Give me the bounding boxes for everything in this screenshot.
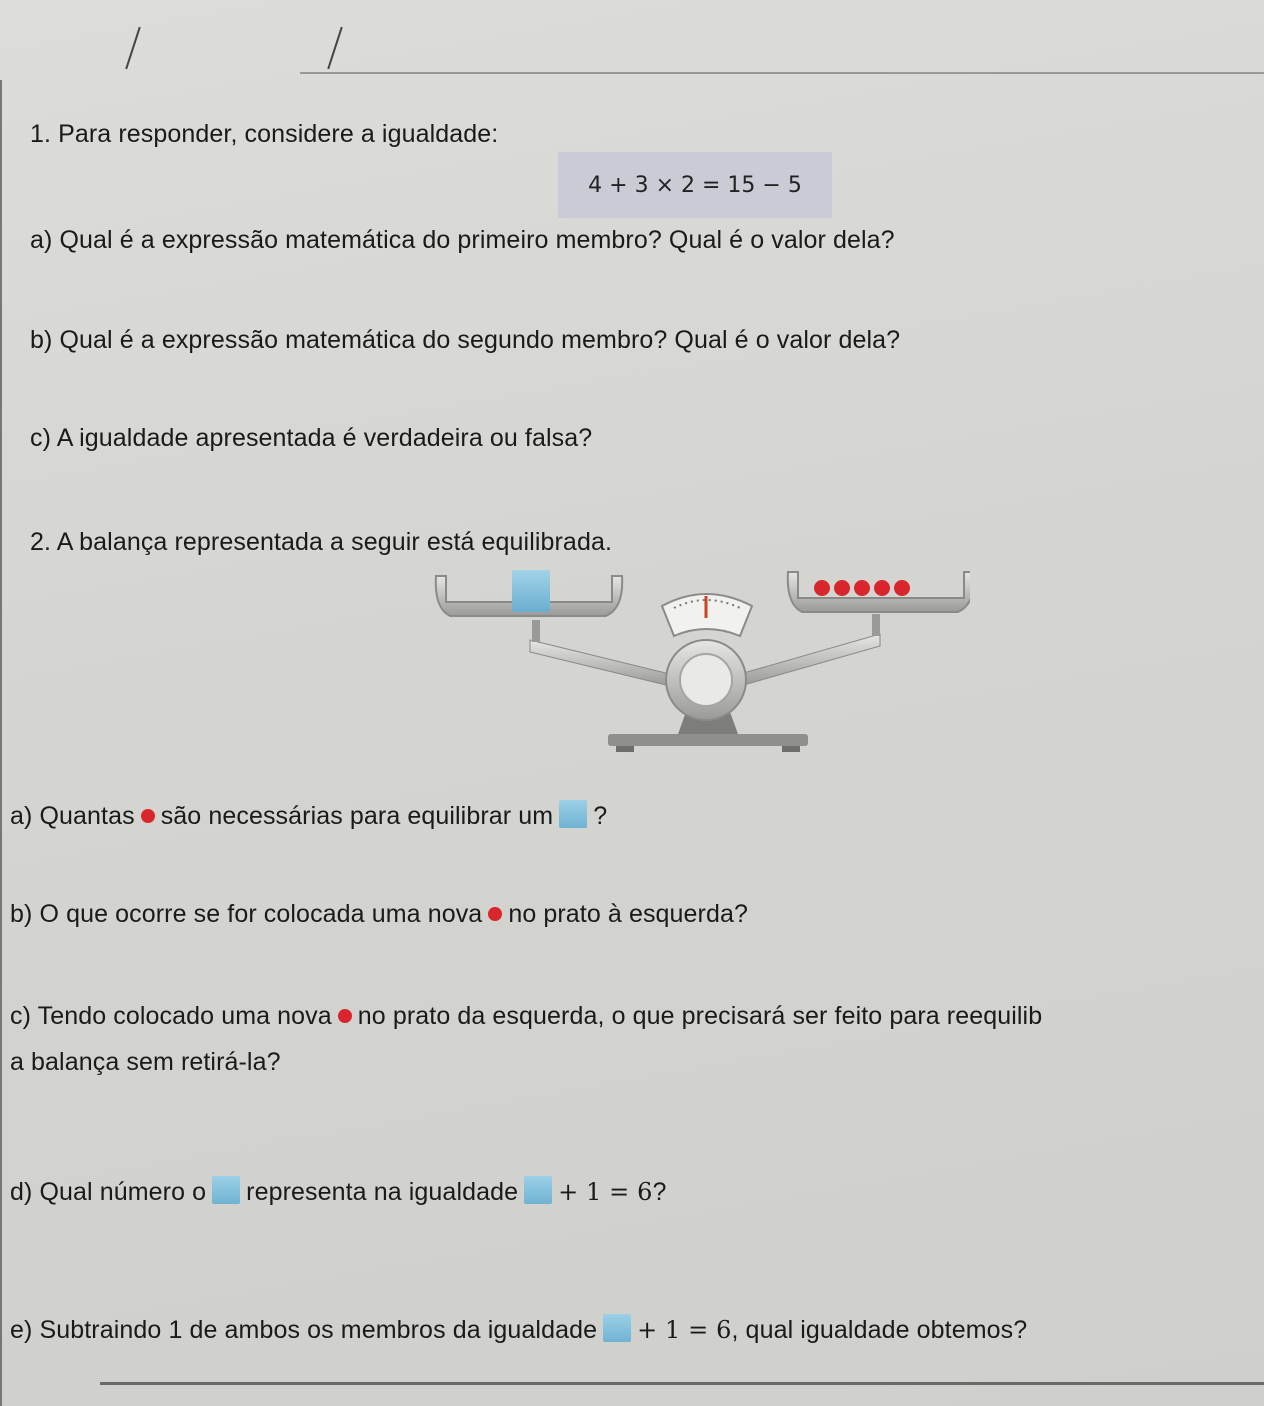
question-2d-end: ? bbox=[652, 1178, 667, 1206]
red-dot-icon bbox=[488, 907, 502, 921]
question-2d-text: representa na igualdade bbox=[246, 1178, 519, 1206]
question-2a bbox=[10, 800, 607, 831]
right-pan-dots bbox=[814, 580, 910, 596]
blue-square-icon bbox=[559, 800, 587, 828]
question-2c-text: no prato da esquerda, o que precisará ser feito para reequilib bbox=[357, 1002, 1043, 1030]
question-2a-text: são necessárias para equilibrar um bbox=[160, 802, 554, 830]
red-dot-icon bbox=[338, 1009, 352, 1023]
question-1-heading: 1. Para responder, considere a igualdade: bbox=[30, 120, 499, 148]
question-1b: b) Qual é a expressão matemática do segundo membro? Qual é o valor dela? bbox=[30, 326, 901, 354]
top-rule-line bbox=[300, 72, 1264, 74]
question-2c-line2: a balança sem retirá-la? bbox=[10, 1048, 281, 1076]
question-1a: a) Qual é a expressão matemática do primeiro membro? Qual é o valor dela? bbox=[30, 226, 895, 254]
red-dot-weight bbox=[874, 580, 890, 596]
question-2b-text: b) O que ocorre se for colocada uma nova bbox=[10, 900, 483, 928]
margin-line bbox=[0, 80, 2, 1406]
question-2a-end: ? bbox=[593, 802, 608, 830]
question-2d-text: d) Qual número o bbox=[10, 1178, 207, 1206]
red-dot-icon bbox=[141, 809, 155, 823]
right-pan-stem bbox=[872, 614, 880, 636]
blue-square-icon bbox=[524, 1176, 552, 1204]
pen-mark bbox=[125, 27, 140, 69]
scale-foot bbox=[782, 746, 800, 752]
question-2-heading: 2. A balança representada a seguir está equilibrada. bbox=[30, 528, 612, 556]
question-2a-text: a) Quantas bbox=[10, 802, 135, 830]
balance-scale-svg bbox=[430, 562, 970, 760]
question-2d bbox=[10, 1176, 666, 1207]
question-2e-equation: + 1 = 6 bbox=[637, 1316, 732, 1344]
red-dot-weight bbox=[894, 580, 910, 596]
question-1c: c) A igualdade apresentada é verdadeira ou falsa? bbox=[30, 424, 593, 452]
blue-square-icon bbox=[212, 1176, 240, 1204]
question-2b-text: no prato à esquerda? bbox=[508, 900, 748, 928]
red-dot-weight bbox=[854, 580, 870, 596]
question-2c bbox=[10, 1002, 1042, 1031]
question-2e-text: , qual igualdade obtemos? bbox=[731, 1316, 1028, 1344]
question-2b bbox=[10, 900, 748, 929]
balance-scale-illustration bbox=[430, 562, 970, 760]
left-pan-stem bbox=[532, 620, 540, 642]
equation-text: 4 + 3 × 2 = 15 − 5 bbox=[588, 172, 802, 198]
scale-center-disc bbox=[680, 654, 732, 706]
left-pan-square bbox=[512, 570, 550, 612]
scale-foot bbox=[616, 746, 634, 752]
scale-left-arm bbox=[530, 640, 670, 686]
red-dot-weight bbox=[814, 580, 830, 596]
red-dot-weight bbox=[834, 580, 850, 596]
question-2c-text: c) Tendo colocado uma nova bbox=[10, 1002, 332, 1030]
equation-box bbox=[558, 152, 832, 218]
pen-mark bbox=[327, 27, 342, 69]
question-2d-equation: + 1 = 6 bbox=[558, 1178, 653, 1206]
scale-base bbox=[608, 734, 808, 746]
scale-right-arm bbox=[740, 634, 880, 686]
blue-square-icon bbox=[603, 1314, 631, 1342]
question-2e bbox=[10, 1314, 1027, 1345]
bottom-rule-line bbox=[100, 1382, 1264, 1385]
question-2e-text: e) Subtraindo 1 de ambos os membros da igualdade bbox=[10, 1316, 598, 1344]
